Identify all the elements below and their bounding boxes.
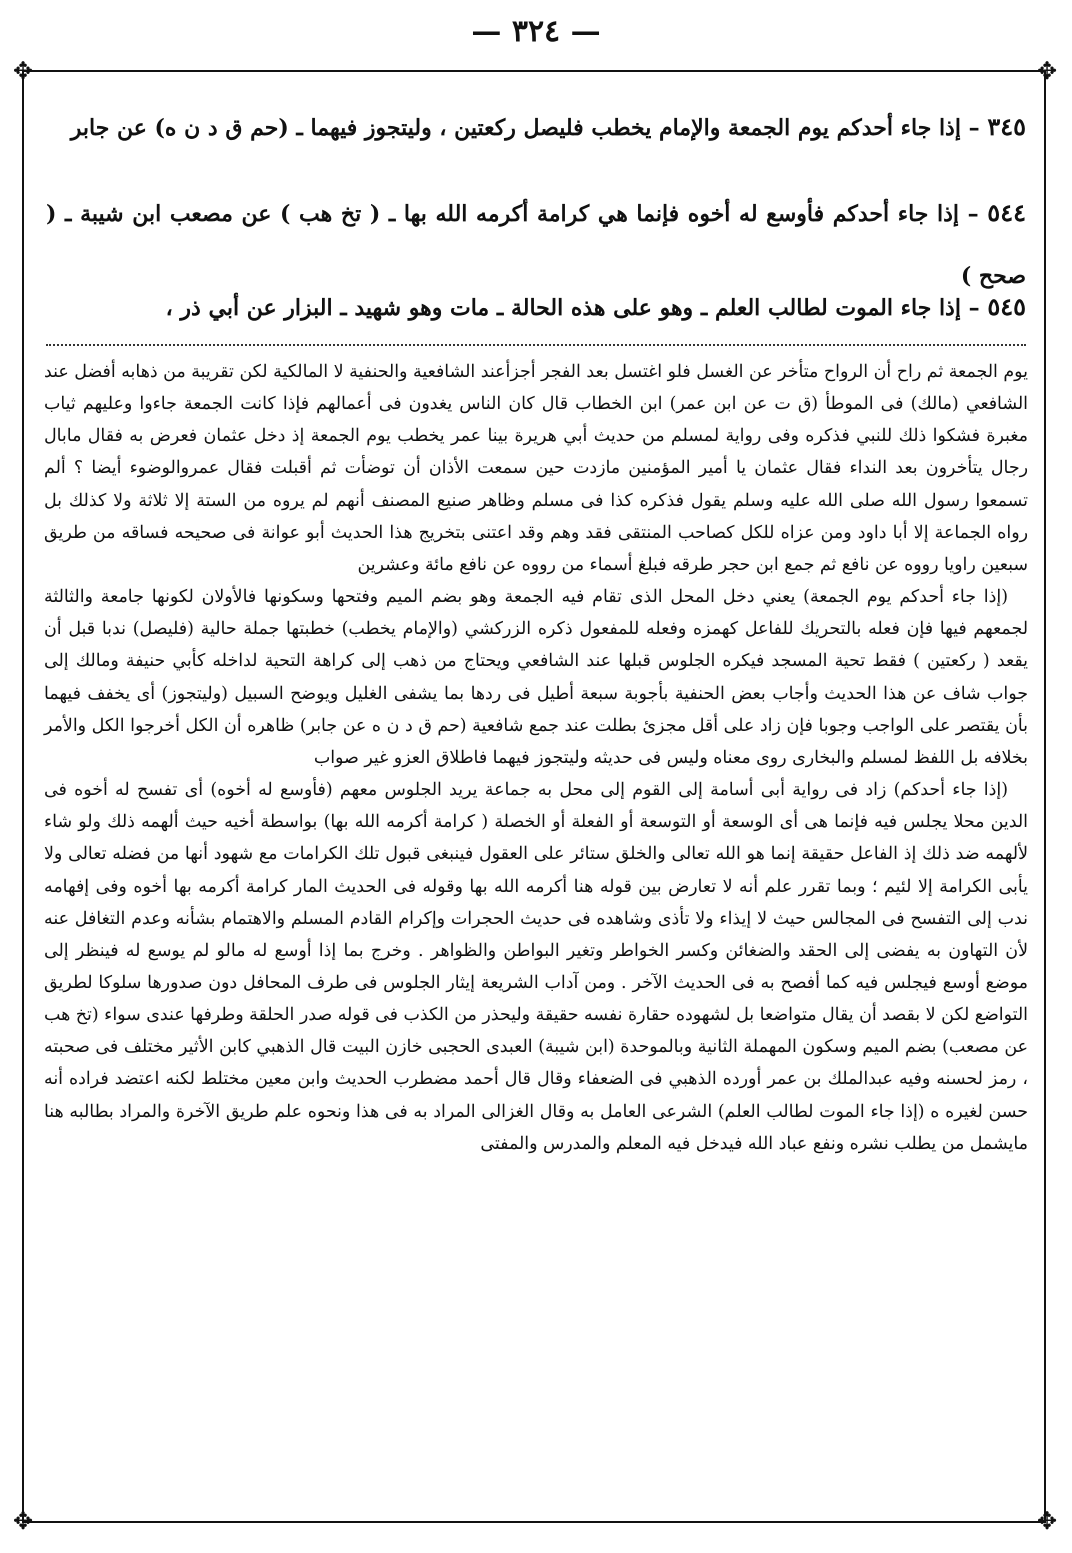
hadith-number: ٥٤٥ — [987, 292, 1026, 321]
corner-ornament-icon: ✥ — [1036, 57, 1058, 85]
section-divider — [46, 344, 1026, 346]
corner-ornament-icon: ✥ — [12, 57, 34, 85]
hadith-entry: ٥٤٤ – إذا جاء أحدكم فأوسع له أخوه فإنما هي كرامة أكرمه الله بها ـ ( تخ هب ) عن مصعب ابن شيبة ـ ( صحح ) — [46, 198, 1026, 289]
hadith-entry: ٣٤٥ – إذا جاء أحدكم يوم الجمعة والإمام يخطب فليصل ركعتين ، وليتجوز فيهما ـ (حم ق د ن ه) عن جابر — [70, 112, 1026, 141]
hadith-number: ٥٤٤ — [987, 198, 1026, 227]
frame-top-rule — [24, 70, 1046, 72]
commentary-paragraph: (إذا جاء أحدكم) زاد فى رواية أبى أسامة إلى القوم إلى محل به جماعة يريد الجلوس معهم (فأوسع له أخوه) أى تفسح له أخوه فى الدين محلا يجلس فيه فإنما هى أى الوسعة أو التوسعة أو الفعلة أو الخصلة ( كرامة أكرمه الله بها) بواسطة أخيه حيث ألهمه ذلك ولو شاء لألهمه ضد ذلك إذ الفاعل حقيقة إنما هو الله تعالى والخلق ستائر على العقول فينبغى قبول تلك الكرامات مع شهود أنها من فضله تعالى ولا يأبى الكرامة إلا لئيم ؛ وبما تقرر علم أنه لا تعارض بين قوله هنا أكرمه الله بها وقوله فى الحديث المار كرامة أكرمه بها أخوه وفى إفهامه ندب إلى التفسح فى المجالس حيث لا إيذاء ولا تأذى وشاهده فى حديث الحجرات وإكرام القادم المسلم والاهتمام بشأنه وعدم التغافل عنه لأن التهاون به يفضى إلى الحقد والضغائن وكسر الخواطر وتغير البواطن والظواهر . وخرج بما إذا أوسع له مالو لم يوسع له فينظر إلى موضع أوسع فيجلس فيه كما أفصح به فى الحديث الآخر . ومن آداب الشريعة إيثار الجلوس فى طرف المحافل دون صدورها سلوكا لطريق التواضع لكن لا بقصد أن يقال متواضعا بل لشهوده حقارة نفسه حقيقة وليحذر من الكذب فى قوله صدر الحلقة وطرفها عندى سواء (تخ هب عن مصعب) بضم الميم وسكون المهملة الثانية وبالموحدة (ابن شيبة) العبدى الحجبى خازن البيت قال الذهبي كابن الأثير مختلف فى صحبته ، رمز لحسنه وفيه عبدالملك بن عمر أورده الذهبي فى الضعفاء وقال قال أحمد مضطرب الحديث وابن معين مختلط لكنه اعتضد فراده أنه حسن لغيره ه (إذا جاء الموت لطالب العلم) الشرعى العامل به وقال الغزالى المراد به فى هذا ونحوه علم طريق الآخرة والمراد بطالبه هنا مايشمل من يطلب نشره ونفع عباد الله فيدخل فيه المعلم والمدرس والمفتى — [44, 780, 1028, 1154]
hadith-text: إذا جاء أحدكم فأوسع له أخوه فإنما هي كرامة أكرمه الله بها ـ ( تخ هب ) عن مصعب ابن شيبة ـ ( صحح ) — [46, 201, 1026, 289]
corner-ornament-icon: ✥ — [1036, 1507, 1058, 1535]
commentary-paragraph: (إذا جاء أحدكم يوم الجمعة) يعني دخل المحل الذى تقام فيه الجمعة وهو بضم الميم وفتحها وسكونها فالأولان لكونها جامعة والثالثة لجمعهم فيها فإن فعله بالتحريك للفاعل كهمزه وفعله للمفعول ذكره الزركشي (والإمام يخطب) خطبتها جملة حالية (فليصل) ندبا قبل أن يقعد ( ركعتين ) فقط تحية المسجد فيكره الجلوس قبلها عند الشافعي ويحتاج من ذهب إلى كراهة التحية لداخله كأبي حنيفة ومالك إلى جواب شاف عن هذا الحديث وأجاب بعض الحنفية بأجوبة سبعة أطيل فى ردها بما يشفى الغليل ويوضح السبيل (وليتجوز) أى يخفف فيهما بأن يقتصر على الواجب وجوبا فإن زاد على أقل مجزئ بطلت عند جمع شافعية (حم ق د ن ه عن جابر) ظاهره أن الكل أخرجوا الكل والأمر بخلافه بل اللفظ لمسلم والبخارى روى معناه وليس فى حديثه وليتجوز فيهما فاطلاق العزو غير صواب — [44, 587, 1028, 768]
frame-bottom-rule — [24, 1521, 1046, 1523]
page-number: — ٣٢٤ — — [471, 14, 601, 49]
commentary — [44, 356, 1028, 1160]
hadith-text: إذا جاء أحدكم يوم الجمعة والإمام يخطب فليصل ركعتين ، وليتجوز فيهما ـ (حم ق د ن ه) عن جابر — [70, 115, 961, 141]
hadith-entry: ٥٤٥ – إذا جاء الموت لطالب العلم ـ وهو على هذه الحالة ـ مات وهو شهيد ـ البزار عن أبي ذر ، — [165, 292, 1026, 321]
commentary-paragraph: يوم الجمعة ثم راح أن الرواح متأخر عن الغسل فلو اغتسل بعد الفجر أجزأعند الشافعية والحنفية لا المالكية لكن تقريبة من ذهابه أفضل عند الشافعي (مالك) فى الموطأ (ق ت عن ابن عمر) ابن الخطاب قال كان الناس يغدون فى أعمالهم فإذا كانت الجمعة جاءوا وعليهم ثياب مغبرة فشكوا ذلك للنبي فذكره وفى رواية لمسلم من حديث أبي هريرة بينا عمر يخطب يوم الجمعة إذ دخل عثمان فعرض به فقال مابال رجال يتأخرون بعد النداء فقال عثمان يا أمير المؤمنين مازدت حين سمعت الأذان أن توضأت ثم أقبلت فقال عمروالوضوء أيضا ؟ ألم تسمعوا رسول الله صلى الله عليه وسلم يقول فذكره كذا فى مسلم وظاهر صنيع المصنف أنهم لم يروه من الستة إلا ثلاثة ولا كذلك بل رواه الجماعة إلا أبا داود ومن عزاه للكل كصاحب المنتقى فقد وهم وقد اعتنى بتخريج هذا الحديث أبو عوانة فى صحيحه فساقه من طريق سبعين راويا رووه عن نافع ثم جمع ابن حجر طرقه فبلغ أسماء من رووه عن نافع مائة وعشرين — [44, 362, 1028, 575]
corner-ornament-icon: ✥ — [12, 1507, 34, 1535]
hadith-text: إذا جاء الموت لطالب العلم ـ وهو على هذه الحالة ـ مات وهو شهيد ـ البزار عن أبي ذر ، — [165, 295, 961, 321]
hadith-number: ٣٤٥ — [987, 112, 1026, 141]
